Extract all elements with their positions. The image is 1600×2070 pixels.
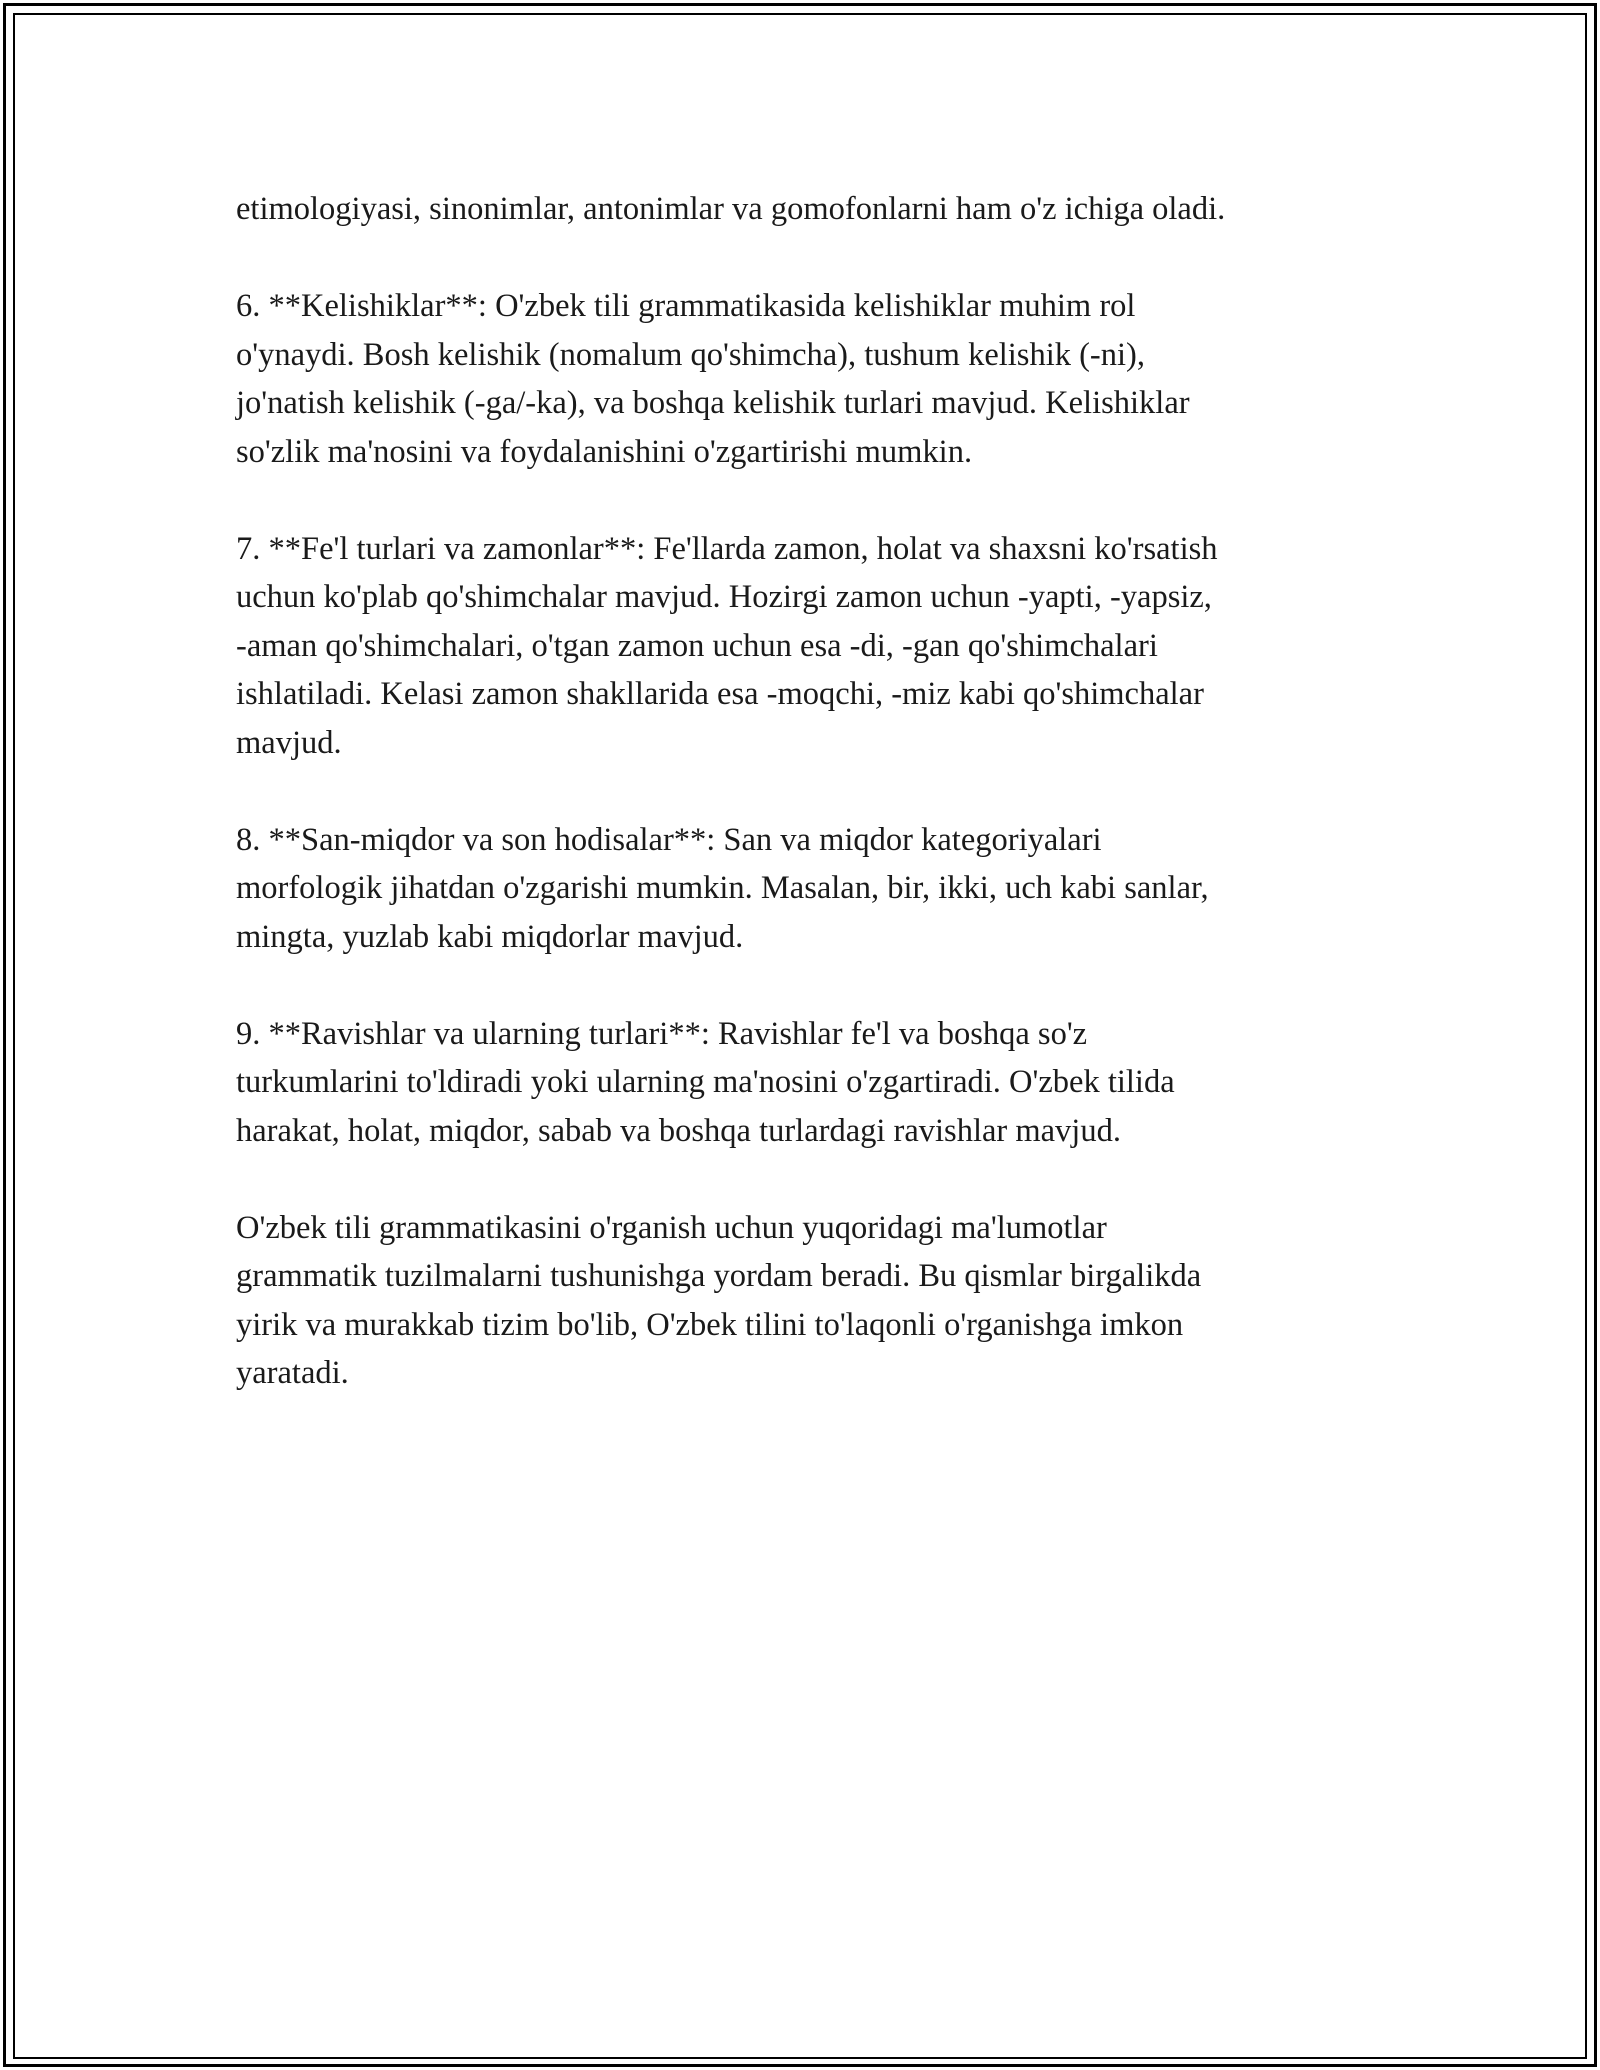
text-line: 9. **Ravishlar va ularning turlari**: Ravishlar fe'l va boshqa so'z bbox=[236, 1015, 1088, 1052]
paragraph-conclusion bbox=[236, 1204, 1376, 1398]
paragraph-fel-turlari bbox=[236, 525, 1376, 768]
text-line: turkumlarini to'ldiradi yoki ularning ma'nosini o'zgartiradi. O'zbek tilida bbox=[236, 1064, 1175, 1100]
paragraph-etymology-continuation bbox=[236, 185, 1376, 234]
text-line: ishlatiladi. Kelasi zamon shakllarida esa -moqchi, -miz kabi qo'shimchalar bbox=[236, 676, 1204, 712]
text-line: jo'natish kelishik (-ga/-ka), va boshqa kelishik turlari mavjud. Kelishiklar bbox=[236, 385, 1190, 421]
document-body bbox=[236, 185, 1376, 1446]
paragraph-kelishiklar bbox=[236, 282, 1376, 476]
text-line: uchun ko'plab qo'shimchalar mavjud. Hozirgi zamon uchun -yapti, -yapsiz, bbox=[236, 579, 1212, 615]
text-line: o'ynaydi. Bosh kelishik (nomalum qo'shimcha), tushum kelishik (-ni), bbox=[236, 336, 1145, 373]
text-line: mavjud. bbox=[236, 724, 342, 761]
text-line: 6. **Kelishiklar**: O'zbek tili grammatikasida kelishiklar muhim rol bbox=[236, 288, 1136, 324]
text-line: -aman qo'shimchalari, o'tgan zamon uchun esa -di, -gan qo'shimchalari bbox=[236, 627, 1158, 664]
text-line: 7. **Fe'l turlari va zamonlar**: Fe'llarda zamon, holat va shaxsni ko'rsatish bbox=[236, 530, 1218, 567]
text-line: O'zbek tili grammatikasini o'rganish uchun yuqoridagi ma'lumotlar bbox=[236, 1209, 1107, 1246]
text-line: mingta, yuzlab kabi miqdorlar mavjud. bbox=[236, 918, 744, 955]
text-line: yirik va murakkab tizim bo'lib, O'zbek tilini to'laqonli o'rganishga imkon bbox=[236, 1306, 1184, 1343]
text-line: grammatik tuzilmalarni tushunishga yordam beradi. Bu qismlar birgalikda bbox=[236, 1258, 1202, 1294]
text-line: morfologik jihatdan o'zgarishi mumkin. Masalan, bir, ikki, uch kabi sanlar, bbox=[236, 870, 1209, 906]
text-line: so'zlik ma'nosini va foydalanishini o'zgartirishi mumkin. bbox=[236, 433, 973, 470]
text-line: harakat, holat, miqdor, sabab va boshqa turlardagi ravishlar mavjud. bbox=[236, 1112, 1121, 1149]
text-line: 8. **San-miqdor va son hodisalar**: San va miqdor kategoriyalari bbox=[236, 821, 1102, 858]
paragraph-ravishlar bbox=[236, 1010, 1376, 1156]
paragraph-san-miqdor bbox=[236, 816, 1376, 962]
text-line: etimologiyasi, sinonimlar, antonimlar va gomofonlarni ham o'z ichiga oladi. bbox=[236, 191, 1226, 227]
text-line: yaratadi. bbox=[236, 1355, 349, 1391]
